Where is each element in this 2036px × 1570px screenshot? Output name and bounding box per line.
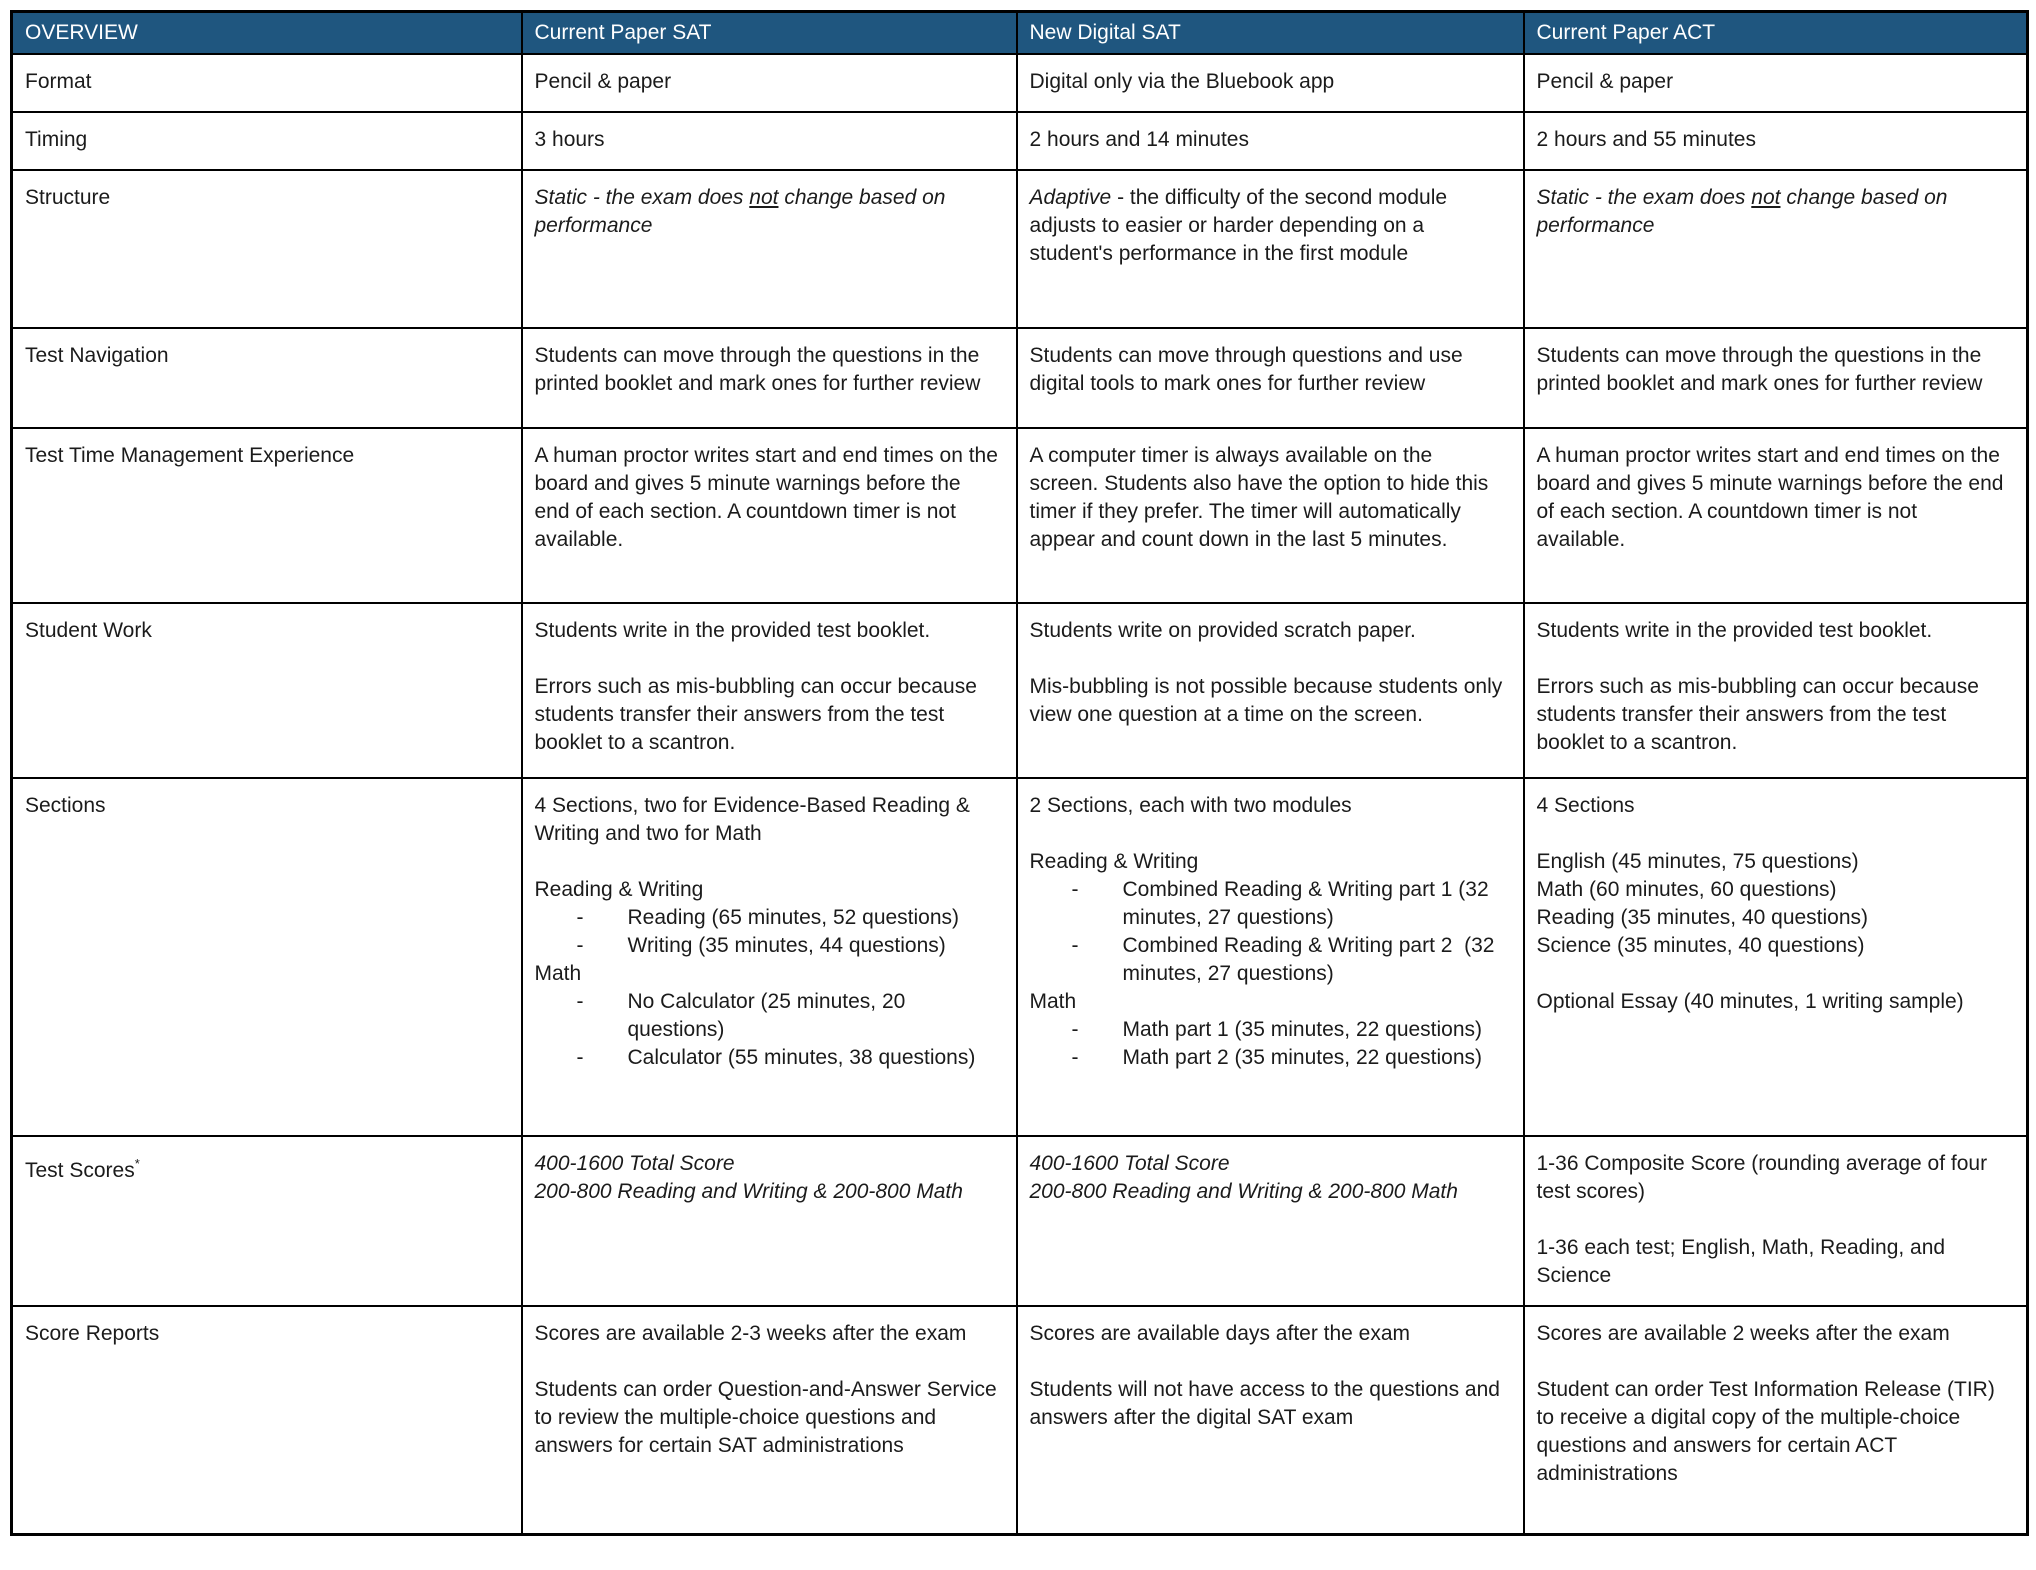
list-marker: - xyxy=(576,990,584,1013)
cell-text xyxy=(535,184,1000,240)
list-marker: - xyxy=(576,934,584,957)
cell-score-reports-dsat xyxy=(1017,1306,1524,1535)
cell-text: Students write on provided scratch paper. xyxy=(1029,619,1416,642)
text-segment: Static - the exam does xyxy=(1536,186,1752,209)
row-label xyxy=(25,1150,505,1185)
cell-time-management-dsat xyxy=(1017,428,1524,603)
list-item-text: Math part 1 (35 minutes, 22 questions) xyxy=(1122,1018,1483,1041)
list-item-text: Combined Reading & Writing part 2 (32 minutes, 27 questions) xyxy=(1122,934,1501,985)
row-label-timing xyxy=(12,112,522,170)
cell-text: Scores are available 2-3 weeks after the exam xyxy=(534,1322,967,1345)
cell-format-sat xyxy=(522,54,1017,112)
cell-text: 200-800 Reading and Writing & 200-800 Math xyxy=(1029,1180,1458,1203)
header-row xyxy=(12,12,2028,55)
row-label-test-scores xyxy=(12,1136,522,1306)
cell-text: 4 Sections xyxy=(1536,794,1635,817)
cell-sections-act xyxy=(1524,778,2028,1136)
row-label-sections xyxy=(12,778,522,1136)
cell-text: Scores are available 2 weeks after the exam xyxy=(1536,1322,1950,1345)
cell-timing-sat xyxy=(522,112,1017,170)
list-item xyxy=(1030,1016,1507,1044)
cell-time-management-sat xyxy=(522,428,1017,603)
row-format xyxy=(12,54,2028,112)
row-test-navigation xyxy=(12,328,2028,428)
cell-test-scores-dsat xyxy=(1017,1136,1524,1306)
cell-text: Errors such as mis-bubbling can occur because students transfer their answers from the test booklet to a scantron. xyxy=(1536,675,1985,754)
list-item-text: Reading (65 minutes, 52 questions) xyxy=(627,906,960,929)
list-item xyxy=(1030,932,1507,988)
header-label: Current Paper SAT xyxy=(534,21,712,44)
list-item xyxy=(535,904,1000,932)
cell-text: Pencil & paper xyxy=(1536,70,1674,93)
cell-timing-dsat xyxy=(1017,112,1524,170)
row-label: Student Work xyxy=(25,619,152,642)
cell-format-act xyxy=(1524,54,2028,112)
row-label-score-reports xyxy=(12,1306,522,1535)
row-label: Sections xyxy=(25,794,106,817)
cell-text: 2 Sections, each with two modules xyxy=(1029,794,1352,817)
text-segment: change based on performance xyxy=(1536,186,1954,237)
header-label: New Digital SAT xyxy=(1029,21,1181,44)
cell-text: Students write in the provided test booklet. xyxy=(1536,619,1933,642)
list-item xyxy=(535,988,1000,1044)
cell-text: 1-36 Composite Score (rounding average of four test scores) xyxy=(1536,1152,1993,1203)
row-sections xyxy=(12,778,2028,1136)
list-marker: - xyxy=(1071,1018,1079,1041)
list-item xyxy=(535,932,1000,960)
cell-format-dsat xyxy=(1017,54,1524,112)
list-heading: Reading & Writing xyxy=(1029,850,1199,873)
row-label: Test Time Management Experience xyxy=(25,444,355,467)
cell-text: Digital only via the Bluebook app xyxy=(1029,70,1335,93)
cell-text: Math (60 minutes, 60 questions) xyxy=(1536,878,1837,901)
cell-timing-act xyxy=(1524,112,2028,170)
cell-student-work-act xyxy=(1524,603,2028,778)
cell-text: Students write in the provided test booklet. xyxy=(534,619,931,642)
row-score-reports xyxy=(12,1306,2028,1535)
row-label-test-navigation xyxy=(12,328,522,428)
row-label-format xyxy=(12,54,522,112)
row-label-time-management xyxy=(12,428,522,603)
cell-text: Students can move through the questions in the printed booklet and mark ones for further review xyxy=(534,344,986,395)
row-student-work xyxy=(12,603,2028,778)
cell-text: 2 hours and 14 minutes xyxy=(1029,128,1249,151)
list-item-text: Writing (35 minutes, 44 questions) xyxy=(627,934,946,957)
cell-text: A human proctor writes start and end times on the board and gives 5 minute warnings before the end of each section. A countdown timer is not available. xyxy=(1536,444,2010,551)
list-item xyxy=(535,1044,1000,1072)
row-label: Structure xyxy=(25,186,111,209)
cell-sections-sat xyxy=(522,778,1017,1136)
page xyxy=(0,10,2036,1570)
italic-text: Adaptive xyxy=(1029,186,1112,209)
list-heading: Reading & Writing xyxy=(534,878,704,901)
cell-text: Science (35 minutes, 40 questions) xyxy=(1536,934,1865,957)
cell-text: 3 hours xyxy=(534,128,605,151)
cell-navigation-dsat xyxy=(1017,328,1524,428)
cell-text: Students can move through questions and use digital tools to mark ones for further review xyxy=(1029,344,1469,395)
cell-text: 1-36 each test; English, Math, Reading, and Science xyxy=(1536,1236,1951,1287)
list-item xyxy=(1030,1044,1507,1072)
list-item-text: Math part 2 (35 minutes, 22 questions) xyxy=(1122,1046,1483,1069)
header-overview xyxy=(12,12,522,55)
cell-time-management-act xyxy=(1524,428,2028,603)
cell-text: Student can order Test Information Release (TIR) to receive a digital copy of the multiple-choice questions and answers for certain ACT administrations xyxy=(1536,1378,2001,1485)
cell-text: English (45 minutes, 75 questions) xyxy=(1536,850,1859,873)
list-marker: - xyxy=(1071,878,1079,901)
cell-text: Students will not have access to the questions and answers after the digital SAT exam xyxy=(1029,1378,1506,1429)
header-new-digital-sat xyxy=(1017,12,1524,55)
text-segment: - the difficulty of the second module adjusts to easier or harder depending on a student's performance in the first module xyxy=(1029,186,1453,265)
underlined-text: not xyxy=(749,186,779,209)
list-item-text: No Calculator (25 minutes, 20 questions) xyxy=(627,990,912,1041)
cell-score-reports-sat xyxy=(522,1306,1017,1535)
cell-text: 400-1600 Total Score xyxy=(534,1152,735,1175)
cell-text: 200-800 Reading and Writing & 200-800 Math xyxy=(534,1180,963,1203)
comparison-table xyxy=(10,10,2029,1536)
cell-text: Optional Essay (40 minutes, 1 writing sample) xyxy=(1536,990,1964,1013)
cell-navigation-act xyxy=(1524,328,2028,428)
list-item-text: Combined Reading & Writing part 1 (32 minutes, 27 questions) xyxy=(1122,878,1495,929)
cell-text: Errors such as mis-bubbling can occur because students transfer their answers from the test booklet to a scantron. xyxy=(534,675,983,754)
cell-student-work-dsat xyxy=(1017,603,1524,778)
cell-text xyxy=(1030,184,1507,268)
list-marker: - xyxy=(576,1046,584,1069)
cell-text: Pencil & paper xyxy=(534,70,672,93)
list-marker: - xyxy=(576,906,584,929)
cell-text: A computer timer is always available on the screen. Students also have the option to hide this timer if they prefer. The timer will automatically appear and count down in the last 5 minutes. xyxy=(1029,444,1495,551)
list-heading: Math xyxy=(1029,990,1077,1013)
cell-text: 2 hours and 55 minutes xyxy=(1536,128,1756,151)
row-test-scores xyxy=(12,1136,2028,1306)
cell-text: Scores are available days after the exam xyxy=(1029,1322,1411,1345)
list-marker: - xyxy=(1071,1046,1079,1069)
cell-structure-dsat xyxy=(1017,170,1524,328)
row-time-management xyxy=(12,428,2028,603)
list-heading: Math xyxy=(534,962,582,985)
underlined-text: not xyxy=(1751,186,1781,209)
cell-score-reports-act xyxy=(1524,1306,2028,1535)
cell-text: 400-1600 Total Score xyxy=(1029,1152,1230,1175)
asterisk-footnote-marker: * xyxy=(134,1156,140,1171)
section-lines xyxy=(1537,848,2011,960)
row-label-student-work xyxy=(12,603,522,778)
cell-sections-dsat xyxy=(1017,778,1524,1136)
cell-text: A human proctor writes start and end times on the board and gives 5 minute warnings before the end of each section. A countdown timer is not available. xyxy=(534,444,1004,551)
row-label-structure xyxy=(12,170,522,328)
row-label-text: Test Scores xyxy=(25,1159,135,1182)
row-timing xyxy=(12,112,2028,170)
row-structure xyxy=(12,170,2028,328)
header-current-paper-act xyxy=(1524,12,2028,55)
text-segment: change based on performance xyxy=(534,186,952,237)
cell-structure-sat xyxy=(522,170,1017,328)
row-label: Timing xyxy=(25,128,88,151)
header-current-paper-sat xyxy=(522,12,1017,55)
cell-navigation-sat xyxy=(522,328,1017,428)
cell-test-scores-sat xyxy=(522,1136,1017,1306)
cell-text xyxy=(1537,184,2011,240)
cell-text: Students can move through the questions in the printed booklet and mark ones for further review xyxy=(1536,344,1988,395)
cell-student-work-sat xyxy=(522,603,1017,778)
list-marker: - xyxy=(1071,934,1079,957)
row-label: Score Reports xyxy=(25,1322,160,1345)
row-label: Format xyxy=(25,70,92,93)
list-item xyxy=(1030,876,1507,932)
text-segment: Static - the exam does xyxy=(534,186,750,209)
cell-structure-act xyxy=(1524,170,2028,328)
header-label: OVERVIEW xyxy=(25,21,138,44)
cell-text: Mis-bubbling is not possible because students only view one question at a time on the screen. xyxy=(1029,675,1509,726)
cell-text: Students can order Question-and-Answer Service to review the multiple-choice questions and answers for certain SAT administrations xyxy=(534,1378,1003,1457)
list-item-text: Calculator (55 minutes, 38 questions) xyxy=(627,1046,976,1069)
row-label: Test Navigation xyxy=(25,344,169,367)
cell-text: Reading (35 minutes, 40 questions) xyxy=(1536,906,1869,929)
cell-test-scores-act xyxy=(1524,1136,2028,1306)
cell-text: 4 Sections, two for Evidence-Based Reading & Writing and two for Math xyxy=(534,794,976,845)
header-label: Current Paper ACT xyxy=(1536,21,1716,44)
